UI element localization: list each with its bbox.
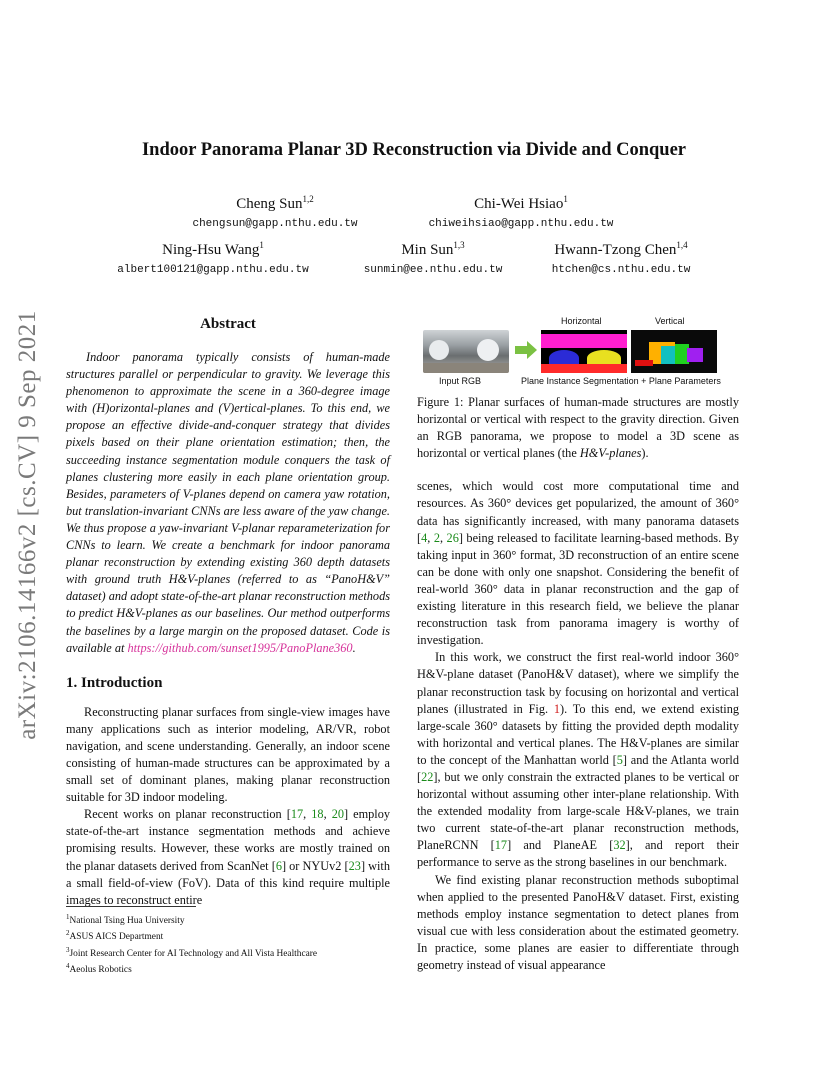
label-input-rgb: Input RGB [439,376,482,386]
author-name: Min Sun [401,242,454,258]
footnote-item: $^3$Joint Research Center for AI Technology and All Vista Healthcare [66,945,318,959]
author-name: Cheng Sun [236,196,303,212]
author-block-1 [185,194,365,230]
footnote-item: $^2$ASUS AICS Department [66,929,164,943]
footnotes [66,906,390,976]
author-name: Ning-Hsu Wang [162,242,260,258]
author-affiliation: 1 [259,240,264,250]
author-affiliation: 1,2 [302,194,314,204]
label-output: Plane Instance Segmentation + Plane Parameters [521,376,721,386]
intro-paragraph-1: Reconstructing planar surfaces from single-view images have many applications such as interior modeling, AR/VR, robot navigation, and scene understanding. Generally, an indoor scene consisting of human-made structures can be approximated by a small set of dominant planes, making planar reconstruction suitable for 3D indoor modeling. [66,704,390,805]
author-affiliation: 1 [563,194,568,204]
footnote-rule [66,906,196,907]
label-vertical: Vertical [655,316,685,326]
citation-link[interactable]: 32 [613,838,626,853]
citation-link[interactable]: 17 [290,807,304,822]
input-panorama-image [423,330,509,373]
citation-link[interactable]: 6 [275,858,282,873]
arrow-shape [515,341,537,359]
figure-caption: Figure 1: Planar surfaces of human-made structures are mostly horizontal or vertical with respect to the gravity direction. Given an RGB panorama, we propose to model a 3D scene as horizontal or vertical planes (the H&V-planes). [417,395,739,461]
vertical-segmentation-image [631,330,717,373]
author-email: chiweihsiao@gapp.nthu.edu.tw [428,218,614,230]
citation-link[interactable]: 4 [421,530,428,545]
abstract-text: Indoor panorama typically consists of human-made structures parallel or perpendicular to gravity. We leverage this phenomenon to approximate the scene in a 360-degree image with (H)orizontal-planes and (V)ertical-planes. To this end, we propose an effective divide-and-conquer strategy that divides pixels based on their plane orientation estimation; then, the succeeding instance segmentation module conquers the task of planes clustering more easily in each plane orientation group. Besides, parameters of V-planes depend on camera yaw rotation, but translation-invariant CNNs are less aware of the yaw change. We thus propose a yaw-invariant V-planar reparameterization for CNNs to learn. We create a benchmark for indoor panorama planar reconstruction by extending existing 360 depth datasets with ground truth H&V-planes (referred to as “PanoH&V” dataset) and adopt state-of-the-art planar reconstruction methods to predict H&V-planes as our baselines. Our method outperforms the baselines by a large margin on the proposed dataset. Code is available at https://github.com/sunset1995/PanoPlane360. [66,350,391,655]
citation-link[interactable]: 23 [348,858,361,873]
arrow-right-icon [515,340,537,360]
arxiv-id: arXiv:2106.14166v2 [cs.CV] 9 Sep 2021 [14,310,41,740]
author-name: Chi-Wei Hsiao [474,196,564,212]
citation-link[interactable]: 5 [616,752,623,767]
footnote-item: $^1$National Tsing Hua University [66,913,185,927]
footnote-item: $^4$Aeolus Robotics [66,961,132,976]
right-column [417,310,739,974]
citation-link[interactable]: 26 [446,530,459,545]
author-name: Hwann-Tzong Chen [554,242,677,258]
paper-title: Indoor Panorama Planar 3D Reconstruction via Divide and Conquer [141,140,687,160]
author-affiliation: 1,4 [676,240,688,250]
arxiv-stamp [8,295,48,755]
right-paragraph-2: In this work, we construct the first real-world indoor 360° H&V-plane dataset (PanoH&V dataset), where we simplify the planar reconstruction task by focusing on horizontal and vertical planes (illustrated in Fig. 1). To this end, we extend existing large-scale 360° datasets by fitting the provided depth modality with horizontal and vertical planes. The H&V-planes are similar to the concept of the Manhattan world [5] and the Atlanta world [22], but we only constrain the extracted planes to be vertical or horizontal without assuming other inter-plane relationship. With the extended modality from large-scale H&V-planes, we train two current state-of-the-art planar reconstruction methods, PlaneRCNN [17] and PlaneAE [32], and report their performance to serve as the strong baselines in our benchmark. [417,650,740,870]
citation-link[interactable]: 2 [433,530,440,545]
author-email: albert100121@gapp.nthu.edu.tw [117,264,309,276]
intro-paragraph-2: Recent works on planar reconstruction [17, 18, 20] employ state-of-the-art instance segmentation methods and achieve promising results. However, these works are mostly trained on the planar datasets derived from ScanNet [6] or NYUv2 [23] with a small field-of-view (FoV). Data of this kind require multiple images to reconstruct entire [66,807,391,907]
citation-link[interactable]: 22 [421,769,434,784]
author-email: sunmin@ee.nthu.edu.tw [363,264,503,276]
citation-link[interactable]: 17 [494,838,508,853]
horizontal-segmentation-image [541,330,627,373]
figure-ref-link[interactable]: 1 [553,701,560,716]
intro-heading: 1. Introduction [66,674,163,691]
author-email: chengsun@gapp.nthu.edu.tw [192,218,358,230]
author-block-2 [412,194,630,230]
author-block-3 [100,240,326,276]
figure-1 [417,310,739,388]
left-column [66,312,390,909]
citation-link[interactable]: 18 [311,807,324,822]
right-paragraph-1: scenes, which would cost more computational time and resources. As 360° devices get popularized, the amount of 360° data has significantly increased, with many panorama datasets [4, 2, 26] being released to facilitate learning-based methods. By taking input in 360° format, 3D reconstruction of an entire scene can be done with only one snapshot. Considering the benefit of real-world 360° data in planar reconstruction and the gap of existing literature in this research field, we believe the planar reconstruction task from panorama imagery is worthy of investigation. [417,479,739,648]
label-horizontal: Horizontal [561,316,602,326]
abstract-heading: Abstract [200,316,256,332]
author-email: htchen@cs.nthu.edu.tw [551,264,691,276]
citation-link[interactable]: 20 [331,807,344,822]
author-block-4 [350,240,516,276]
author-affiliation: 1,3 [453,240,465,250]
right-paragraph-3: We find existing planar reconstruction methods suboptimal when applied to the presented PanoH&V dataset. First, existing methods employ instance segmentation to detect planes from visual cue with less consideration about the estimated geometry. In practice, some planes are easier to differentiate through geometry instead of visual appearance [417,872,739,972]
author-block-5 [538,240,704,276]
code-link[interactable]: https://github.com/sunset1995/PanoPlane360 [127,640,353,655]
